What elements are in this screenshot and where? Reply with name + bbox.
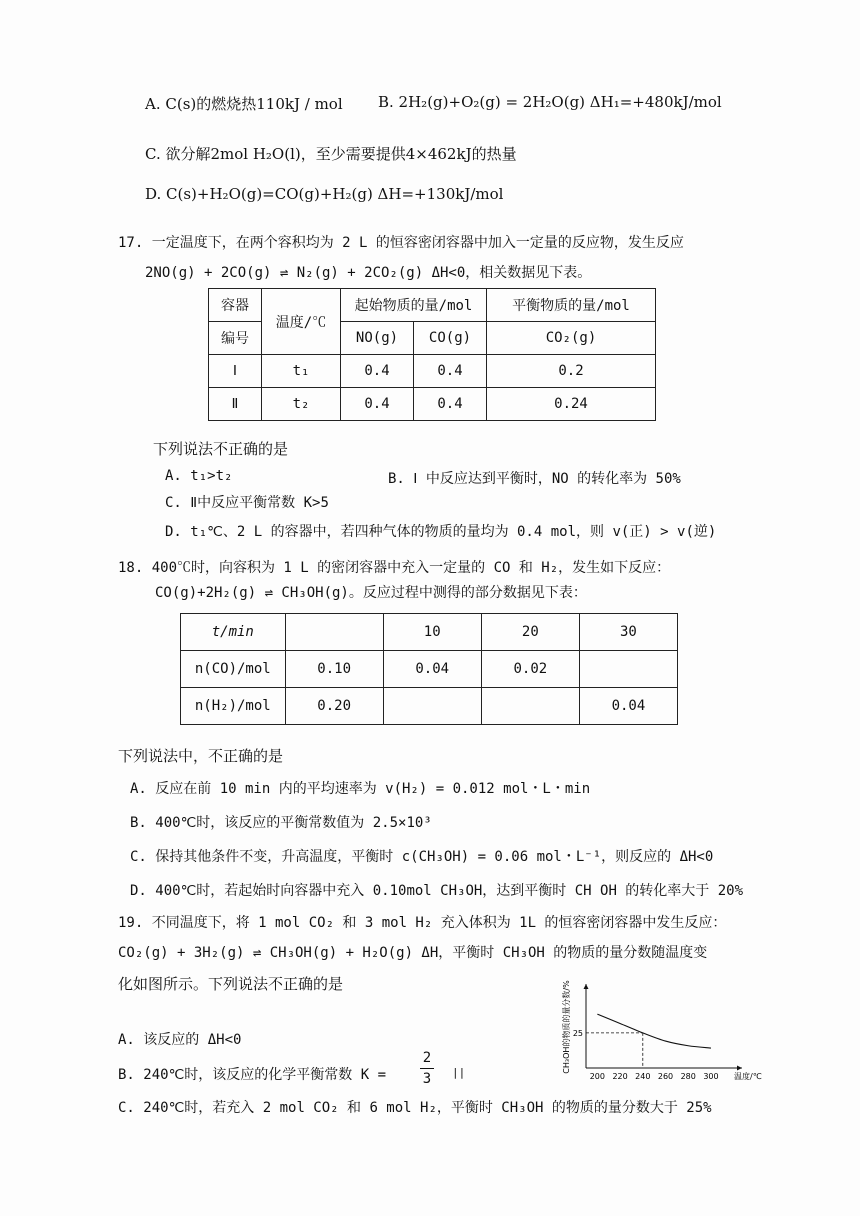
q18-cell: 30 xyxy=(579,614,677,651)
table-row xyxy=(181,614,678,651)
q17-option-c: C. Ⅱ中反应平衡常数 K>5 xyxy=(165,495,329,511)
q17-header-equilibrium: 平衡物质的量/mol xyxy=(487,289,656,322)
q17-header-co: CO(g) xyxy=(414,322,487,355)
q17-header-initial: 起始物质的量/mol xyxy=(341,289,487,322)
q18-cell: 0.20 xyxy=(285,688,383,725)
chart-y-axis-label: CH₃OH的物质的量分数/% xyxy=(562,980,571,1074)
q18-cell: 0.10 xyxy=(285,651,383,688)
q18-cell: 10 xyxy=(383,614,481,651)
q18-cell: 20 xyxy=(481,614,579,651)
q18-option-a: A. 反应在前 10 min 内的平均速率为 v(H₂) = 0.012 mol・L・min xyxy=(130,781,591,797)
q19-fraction xyxy=(417,1050,437,1087)
chart-x-axis-label: 温度/℃ xyxy=(734,1072,762,1081)
chart-x-tick-label: 200 xyxy=(589,1072,606,1081)
q19-option-a: A. 该反应的 ΔH<0 xyxy=(118,1032,242,1048)
q19-line-chart xyxy=(560,980,770,1085)
q18-header-time: t/min xyxy=(181,614,286,651)
q18-stem-line1: 18. 400℃时，向容积为 1 L 的密闭容器中充入一定量的 CO 和 H₂，发生如下反应： xyxy=(118,560,671,576)
table-row xyxy=(181,651,678,688)
q17-cell: t₂ xyxy=(262,388,341,421)
q18-cell: 0.04 xyxy=(383,651,481,688)
q17-cell: 0.24 xyxy=(487,388,656,421)
q16-option-a: A. C(s)的燃烧热110kJ / mol xyxy=(145,95,343,113)
q16-option-c: C. 欲分解2mol H₂O(l)，至少需要提供4×462kJ的热量 xyxy=(145,145,517,163)
q16-option-d: D. C(s)+H₂O(g)=CO(g)+H₂(g) ΔH=+130kJ/mol xyxy=(145,185,504,203)
table-row xyxy=(181,688,678,725)
q17-cell: t₁ xyxy=(262,355,341,388)
q17-header-no: NO(g) xyxy=(341,322,414,355)
q18-cell xyxy=(481,688,579,725)
chart-x-tick-label: 280 xyxy=(680,1072,696,1081)
q17-cell: Ⅰ xyxy=(209,355,262,388)
q17-option-a: A. t₁>t₂ xyxy=(165,468,233,484)
q18-option-b: B. 400℃时，该反应的平衡常数值为 2.5×10³ xyxy=(130,815,432,831)
q19-stem-line2: CO₂(g) + 3H₂(g) ⇌ CH₃OH(g) + H₂O(g) ΔH，平衡时 CH₃OH 的物质的量分数随温度变 xyxy=(118,945,708,961)
q17-data-table xyxy=(208,288,656,421)
q17-cell: 0.4 xyxy=(414,388,487,421)
q18-option-d: D. 400℃时，若起始时向容器中充入 0.10mol CH₃OH，达到平衡时 CH OH 的转化率大于 20% xyxy=(130,883,744,899)
table-row xyxy=(209,388,656,421)
q17-cell: 0.4 xyxy=(341,355,414,388)
q18-row-label: n(H₂)/mol xyxy=(181,688,286,725)
q16-option-b: B. 2H₂(g)+O₂(g) = 2H₂O(g) ΔH₁=+480kJ/mol xyxy=(378,93,722,111)
q19-fraction-numerator: 2 xyxy=(422,1050,432,1066)
chart-x-tick-label: 240 xyxy=(635,1072,651,1081)
q19-option-c: C. 240℃时，若充入 2 mol CO₂ 和 6 mol H₂，平衡时 CH₃OH 的物质的量分数大于 25% xyxy=(118,1100,712,1116)
q17-header-temp: 温度/℃ xyxy=(262,289,341,355)
q18-cell xyxy=(579,651,677,688)
q17-question: 下列说法不正确的是 xyxy=(153,440,289,458)
q18-data-table xyxy=(180,613,678,725)
q18-cell: 0.04 xyxy=(579,688,677,725)
q19-stem-line3: 化如图所示。下列说法不正确的是 xyxy=(118,975,344,993)
chart-y-tick-label: 25 xyxy=(572,1028,583,1038)
q19-option-b: B. 240℃时，该反应的化学平衡常数 K = xyxy=(118,1067,387,1083)
q17-header-container: 容器 xyxy=(209,289,262,322)
chart-x-tick-label: 300 xyxy=(703,1072,719,1081)
table-row xyxy=(209,355,656,388)
q17-cell: Ⅱ xyxy=(209,388,262,421)
q18-cell: 0.02 xyxy=(481,651,579,688)
q17-header-co2: CO₂(g) xyxy=(487,322,656,355)
q19-option-b-mark: || xyxy=(452,1066,466,1079)
q17-cell: 0.4 xyxy=(414,355,487,388)
q18-row-label: n(CO)/mol xyxy=(181,651,286,688)
q19-fraction-denominator: 3 xyxy=(422,1071,432,1087)
chart-y-arrow xyxy=(584,984,589,989)
q18-stem-line2: CO(g)+2H₂(g) ⇌ CH₃OH(g)。反应过程中测得的部分数据见下表： xyxy=(155,585,587,601)
q18-question: 下列说法中，不正确的是 xyxy=(118,747,284,765)
chart-x-tick-label: 220 xyxy=(612,1072,628,1081)
q17-cell: 0.4 xyxy=(341,388,414,421)
q17-option-d: D. t₁℃、2 L 的容器中，若四种气体的物质的量均为 0.4 mol，则 v(正) > v(逆) xyxy=(165,524,717,540)
q18-option-c: C. 保持其他条件不变，升高温度，平衡时 c(CH₃OH) = 0.06 mol・L⁻¹，则反应的 ΔH<0 xyxy=(130,849,714,865)
q17-cell: 0.2 xyxy=(487,355,656,388)
chart-series-line xyxy=(597,1014,711,1048)
q19-stem-line1: 19. 不同温度下，将 1 mol CO₂ 和 3 mol H₂ 充入体积为 1L 的恒容密闭容器中发生反应： xyxy=(118,915,727,931)
chart-x-arrow xyxy=(737,1066,742,1071)
q18-cell xyxy=(383,688,481,725)
q17-header-number: 编号 xyxy=(209,322,262,355)
chart-x-tick-label: 260 xyxy=(657,1072,674,1081)
q18-cell xyxy=(285,614,383,651)
q17-option-b: B. Ⅰ 中反应达到平衡时，NO 的转化率为 50% xyxy=(388,471,681,487)
q17-stem-line2: 2NO(g) + 2CO(g) ⇌ N₂(g) + 2CO₂(g) ΔH<0，相关数据见下表。 xyxy=(145,265,592,281)
q17-stem-line1: 17. 一定温度下，在两个容积均为 2 L 的恒容密闭容器中加入一定量的反应物，发生反应 xyxy=(118,235,684,251)
